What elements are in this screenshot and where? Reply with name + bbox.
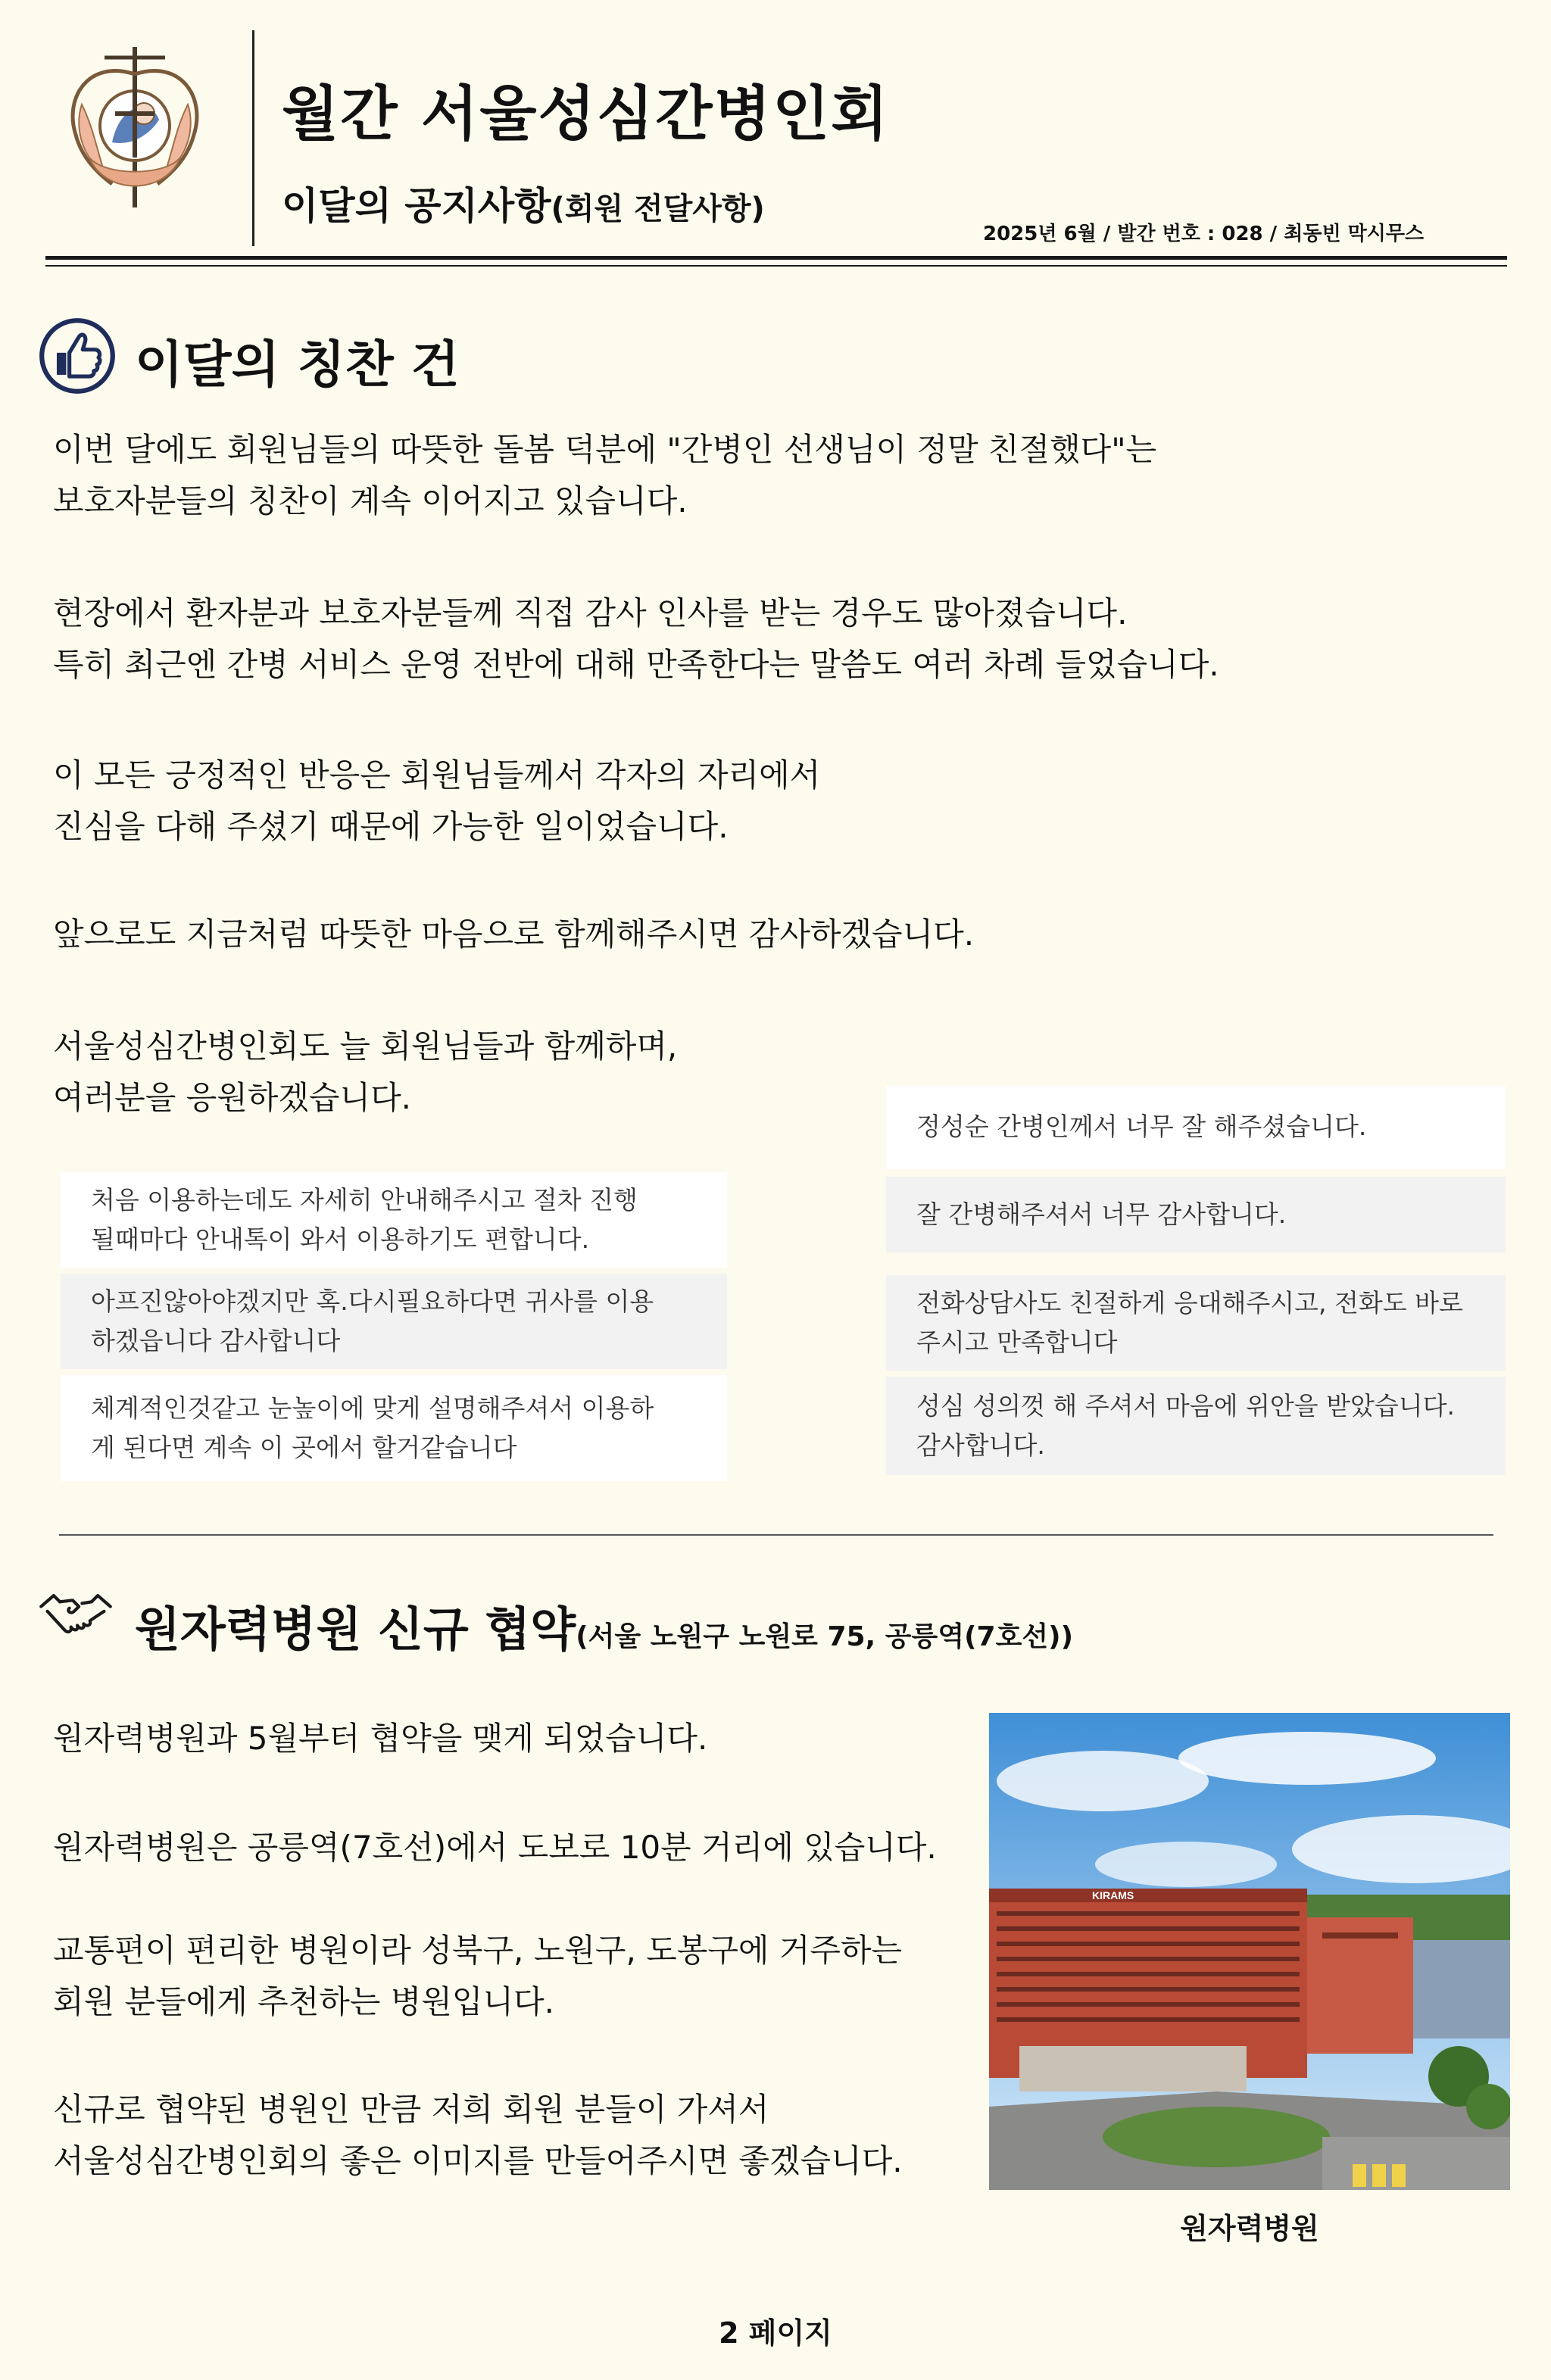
review-card: 아프진않아야겠지만 혹.다시필요하다면 귀사를 이용 하겠읍니다 감사합니다 — [61, 1274, 727, 1369]
praise-paragraph-4: 앞으로도 지금처럼 따뜻한 마음으로 함께해주시면 감사하겠습니다. — [53, 916, 975, 953]
praise-paragraph-3: 이 모든 긍정적인 반응은 회원님들께서 각자의 자리에서 진심을 다해 주셨기 때문에 가능한 일이었습니다. — [53, 756, 821, 845]
partnership-paragraph-3: 교통편이 편리한 병원이라 성북구, 노원구, 도봉구에 거주하는 회원 분들에게 추천하는 병원입니다. — [53, 1932, 903, 2020]
handshake-icon — [36, 1575, 115, 1654]
header-divider — [252, 30, 254, 246]
magazine-subtitle: 이달의 공지사항(회원 전달사항) — [282, 184, 765, 228]
magazine-title: 월간 서울성심간병인회 — [282, 80, 890, 148]
praise-paragraph-1: 이번 달에도 회원님들의 따뜻한 돌봄 덕분에 "간병인 선생님이 정말 친절했다"는 보호자분들의 칭찬이 계속 이어지고 있습니다. — [53, 431, 1157, 519]
page-number: 2 페이지 — [719, 2316, 832, 2350]
review-card: 체계적인것같고 눈높이에 맞게 설명해주셔서 이용하 게 된다면 계속 이 곳에서 할거같습니다 — [61, 1375, 727, 1481]
hospital-sign: KIRAMS — [1092, 1889, 1134, 1901]
praise-paragraph-2: 현장에서 환자분과 보호자분들께 직접 감사 인사를 받는 경우도 많아졌습니다. 특히 최근엔 간병 서비스 운영 전반에 대해 만족한다는 말씀도 여러 차례 들었습니다. — [53, 594, 1219, 683]
praise-paragraph-5: 서울성심간병인회도 늘 회원님들과 함께하며, 여러분을 응원하겠습니다. — [53, 1028, 678, 1116]
header-rule-thin — [45, 265, 1507, 267]
review-card: 처음 이용하는데도 자세히 안내해주시고 절차 진행 될때마다 안내톡이 와서 이용하기도 편합니다. — [61, 1172, 727, 1268]
header-rule-thick — [45, 256, 1507, 260]
partnership-paragraph-1: 원자력병원과 5월부터 협약을 맺게 되었습니다. — [53, 1720, 708, 1757]
review-card: 잘 간병해주셔서 너무 감사합니다. — [886, 1177, 1506, 1252]
organization-logo — [59, 44, 211, 211]
thumbs-up-icon — [38, 317, 117, 395]
section-title-praise: 이달의 칭찬 건 — [135, 335, 460, 394]
review-card: 전화상담사도 친절하게 응대해주시고, 전화도 바로 주시고 만족합니다 — [886, 1275, 1506, 1371]
photo-caption: 원자력병원 — [1180, 2212, 1319, 2245]
review-card: 성심 성의껏 해 주셔서 마음에 위안을 받았습니다. 감사합니다. — [886, 1377, 1506, 1475]
partnership-paragraph-2: 원자력병원은 공릉역(7호선)에서 도보로 10분 거리에 있습니다. — [53, 1829, 937, 1866]
hospital-photo — [989, 1713, 1510, 2190]
section-title-partnership: 원자력병원 신규 협약(서울 노원구 노원로 75, 공릉역(7호선)) — [135, 1602, 1074, 1657]
hospital-address: (서울 노원구 노원로 75, 공릉역(7호선)) — [576, 1621, 1074, 1652]
review-card: 정성순 간병인께서 너무 잘 해주셨습니다. — [886, 1086, 1506, 1169]
partnership-paragraph-4: 신규로 협약된 병원인 만큼 저희 회원 분들이 가셔서 서울성심간병인회의 좋은 이미지를 만들어주시면 좋겠습니다. — [53, 2091, 903, 2179]
issue-info: 2025년 6월 / 발간 번호 : 028 / 최동빈 막시무스 — [983, 223, 1425, 245]
subtitle-parenthetical: (회원 전달사항) — [551, 192, 765, 226]
section-divider — [59, 1534, 1493, 1536]
